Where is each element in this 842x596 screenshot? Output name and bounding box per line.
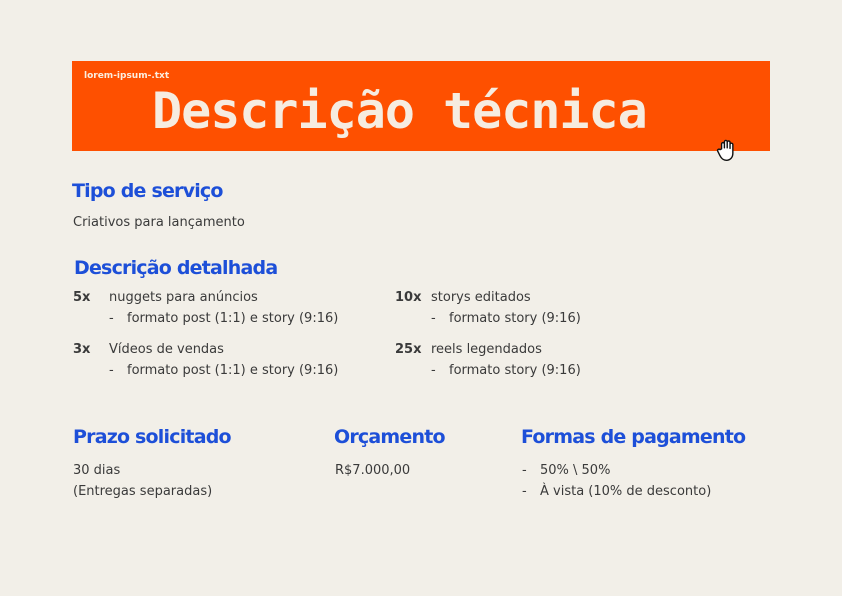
orcamento-value: R$7.000,00: [335, 463, 411, 478]
section-heading-pagamento: Formas de pagamento: [521, 426, 746, 448]
prazo-days: 30 dias: [73, 463, 121, 478]
item-quantity: 10x: [395, 290, 422, 305]
page-title: Descrição técnica: [152, 82, 647, 140]
file-label: lorem-ipsum-.txt: [84, 71, 170, 81]
tipo-value: Criativos para lançamento: [73, 215, 245, 230]
item-detail: - formato post (1:1) e story (9:16): [109, 311, 339, 326]
item-quantity: 3x: [73, 342, 91, 357]
item-name: reels legendados: [431, 342, 542, 357]
item-detail: - formato story (9:16): [431, 363, 581, 378]
item-quantity: 25x: [395, 342, 422, 357]
item-name: nuggets para anúncios: [109, 290, 258, 305]
item-quantity: 5x: [73, 290, 91, 305]
section-heading-descricao: Descrição detalhada: [74, 257, 278, 279]
payment-option: - 50% \ 50%: [522, 463, 611, 478]
item-name: storys editados: [431, 290, 531, 305]
hand-cursor-icon: [714, 137, 740, 163]
payment-option: - À vista (10% de desconto): [522, 484, 712, 499]
item-detail: - formato story (9:16): [431, 311, 581, 326]
item-name: Vídeos de vendas: [109, 342, 224, 357]
item-detail: - formato post (1:1) e story (9:16): [109, 363, 339, 378]
title-banner: [72, 61, 770, 151]
prazo-note: (Entregas separadas): [73, 484, 213, 499]
section-heading-prazo: Prazo solicitado: [73, 426, 231, 448]
section-heading-orcamento: Orçamento: [334, 426, 445, 448]
section-heading-tipo: Tipo de serviço: [72, 180, 223, 202]
